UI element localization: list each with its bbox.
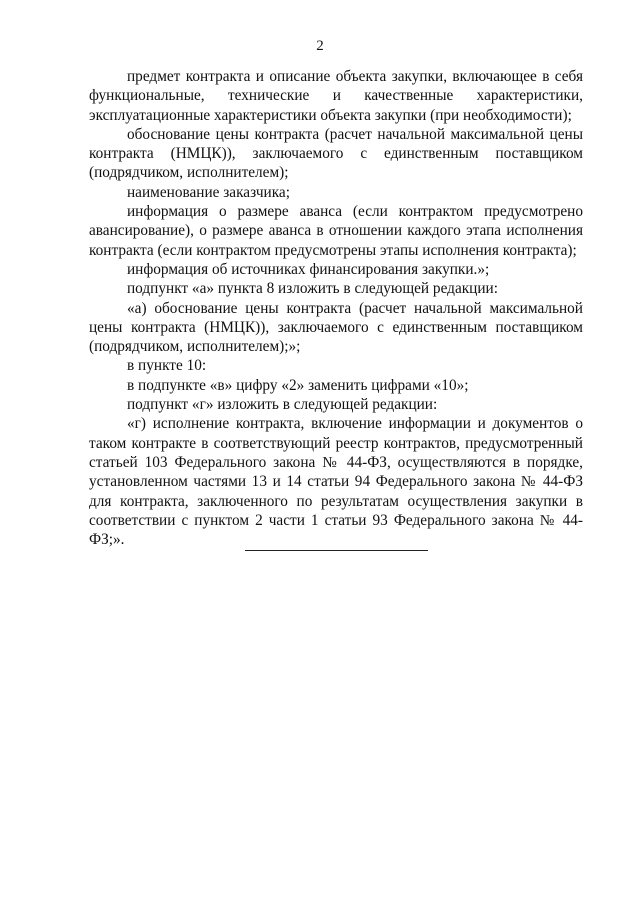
paragraph-subpoint-a-text: «а) обоснование цены контракта (расчет начальной максимальной цены контракта (НМЦК)), заключаемого с единственным поставщиком (подрядчиком, исполнителем);»; [89, 299, 583, 356]
document-body [89, 67, 583, 549]
paragraph-price-justification: обоснование цены контракта (расчет начальной максимальной цены контракта (НМЦК)), заключаемого с единственным поставщиком (подрядчиком, исполнителем); [89, 125, 583, 182]
paragraph-subpoint-g-intro: подпункт «г» изложить в следующей редакции: [127, 396, 438, 414]
paragraph-funding-sources: информация об источниках финансирования закупки.»; [127, 260, 490, 278]
end-divider-line [245, 550, 428, 551]
paragraph-subject: предмет контракта и описание объекта закупки, включающее в себя функциональные, технические и качественные характеристики, эксплуатационные характеристики объекта закупки (при необходимости); [89, 68, 583, 124]
paragraph-subpoint-g-text: «г) исполнение контракта, включение информации и документов о таком контракте в соответствующий реестр контрактов, предусмотренный статьей 103 Федерального закона № 44-ФЗ, осуществляются в порядке, установленном частями 13 и 14 статьи 94 Федерального закона № 44-ФЗ для контракта, заключенного по результатам осуществления закупки в соответствии с пунктом 2 части 1 статьи 93 Федерального закона № 44-ФЗ;». [89, 415, 583, 549]
paragraph-point-10: в пункте 10: [127, 357, 207, 375]
paragraph-customer-name: наименование заказчика; [127, 183, 290, 201]
paragraph-subpoint-v: в подпункте «в» цифру «2» заменить цифрами «10»; [127, 376, 469, 394]
paragraph-advance-info: информация о размере аванса (если контрактом предусмотрено авансирование), о размере аванса в отношении каждого этапа исполнения контракта (если контрактом предусмотрены этапы исполнения контракта); [89, 203, 583, 259]
paragraph-subpoint-a-intro: подпункт «а» пункта 8 изложить в следующей редакции: [127, 280, 498, 298]
page-number: 2 [316, 38, 324, 54]
